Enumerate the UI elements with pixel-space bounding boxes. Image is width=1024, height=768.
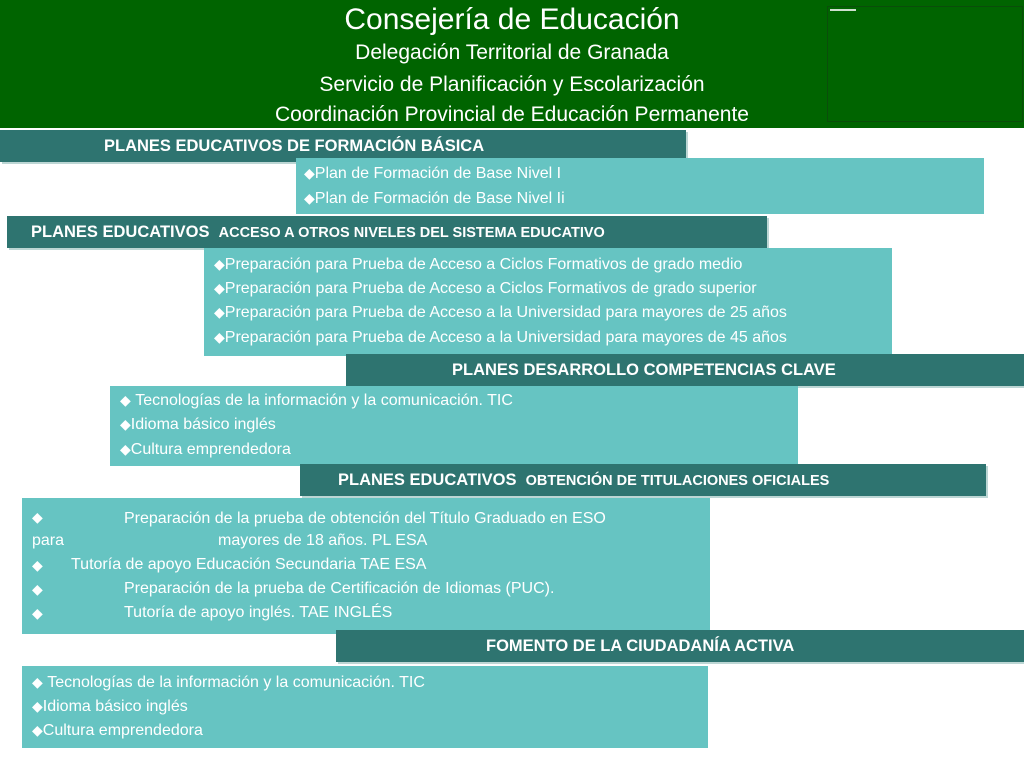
section-ciudadania-title-text: FOMENTO DE LA CIUDADANÍA ACTIVA (486, 637, 795, 655)
list-item-text: Preparación para Prueba de Acceso a Ciclos Formativos de grado medio (224, 256, 743, 273)
page-header (0, 0, 1024, 128)
list-item-text: Preparación para Prueba de Acceso a Ciclos Formativos de grado superior (224, 280, 757, 297)
diamond-bullet-icon: ◆ (304, 190, 315, 206)
list-item (120, 389, 513, 412)
list-item-text: Idioma básico inglés (42, 698, 188, 715)
diamond-bullet-icon: ◆ (214, 329, 225, 345)
list-item (32, 719, 203, 742)
section-titulaciones-panel (22, 498, 710, 634)
header-coordinacion: Coordinación Provincial de Educación Permanente (275, 103, 749, 126)
list-item (32, 554, 43, 577)
header-servicio: Servicio de Planificación y Escolarización (319, 73, 705, 96)
list-item-text: mayores de 18 años. PL ESA (218, 532, 428, 549)
list-item (214, 326, 787, 349)
list-item-text: Idioma básico inglés (130, 416, 276, 433)
list-item (32, 602, 43, 625)
list-item (32, 578, 43, 601)
diamond-bullet-icon: ◆ (32, 605, 43, 621)
list-item-text: Preparación para Prueba de Acceso a la Universidad para mayores de 45 años (224, 329, 787, 346)
list-item (32, 506, 43, 529)
diamond-bullet-icon: ◆ (32, 581, 43, 597)
diamond-bullet-icon: ◆ (32, 557, 43, 573)
diamond-bullet-icon: ◆ (32, 722, 43, 738)
section-titulaciones-title-sub: OBTENCIÓN DE TITULACIONES OFICIALES (525, 473, 830, 489)
section-acceso-panel (204, 248, 892, 356)
section-titulaciones-title-main: PLANES EDUCATIVOS (338, 471, 517, 489)
list-item (214, 301, 787, 324)
list-item (214, 277, 757, 300)
section-acceso-title-sub: ACCESO A OTROS NIVELES DEL SISTEMA EDUCATIVO (218, 225, 605, 241)
diamond-bullet-icon: ◆ (32, 698, 43, 714)
section-competencias-title-text: PLANES DESARROLLO COMPETENCIAS CLAVE (452, 361, 836, 379)
list-item-text: para (32, 532, 65, 549)
list-item-text: Tutoría de apoyo Educación Secundaria TAE ESA (71, 556, 427, 573)
diamond-bullet-icon: ◆ (214, 256, 225, 272)
list-item (120, 438, 291, 461)
list-item (32, 671, 425, 694)
diamond-bullet-icon: ◆ (32, 674, 43, 690)
diamond-bullet-icon: ◆ (214, 304, 225, 320)
diamond-bullet-icon: ◆ (304, 165, 315, 181)
section-basica-panel (296, 158, 984, 214)
section-competencias-panel (110, 386, 798, 466)
list-item-text: Tecnologías de la información y la comunicación. TIC (135, 392, 513, 409)
list-item (32, 695, 188, 718)
diamond-bullet-icon: ◆ (214, 280, 225, 296)
header-delegacion: Delegación Territorial de Granada (355, 41, 669, 64)
section-ciudadania-title (336, 630, 1024, 662)
logo-placeholder (827, 6, 1023, 122)
list-item-text: Preparación de la prueba de Certificación de Idiomas (PUC). (124, 580, 555, 597)
list-item (304, 187, 565, 210)
list-item (120, 413, 276, 436)
diamond-bullet-icon: ◆ (120, 416, 131, 432)
diamond-bullet-icon: ◆ (32, 509, 43, 525)
list-item-text: Cultura emprendedora (130, 441, 291, 458)
logo-mark (830, 9, 856, 11)
list-item-text: Preparación de la prueba de obtención del Título Graduado en ESO (124, 510, 606, 527)
list-item-text: Preparación para Prueba de Acceso a la Universidad para mayores de 25 años (224, 304, 787, 321)
section-basica-title-text: PLANES EDUCATIVOS DE FORMACIÓN BÁSICA (104, 137, 485, 155)
diamond-bullet-icon: ◆ (120, 392, 131, 408)
list-item-text: Tecnologías de la información y la comunicación. TIC (47, 674, 425, 691)
list-item-text: Plan de Formación de Base Nivel Ii (314, 190, 565, 207)
diamond-bullet-icon: ◆ (120, 441, 131, 457)
section-competencias-title (346, 354, 1024, 386)
page-title: Consejería de Educación (344, 3, 680, 36)
section-ciudadania-panel (22, 666, 708, 748)
section-titulaciones-title (300, 464, 986, 496)
list-item (214, 253, 742, 276)
section-acceso-title-main: PLANES EDUCATIVOS (31, 223, 210, 241)
list-item (304, 162, 561, 185)
section-acceso-title (7, 216, 767, 248)
list-item-text: Plan de Formación de Base Nivel I (314, 165, 562, 182)
list-item-text: Cultura emprendedora (42, 722, 203, 739)
list-item-text: Tutoría de apoyo inglés. TAE INGLÉS (124, 604, 393, 621)
